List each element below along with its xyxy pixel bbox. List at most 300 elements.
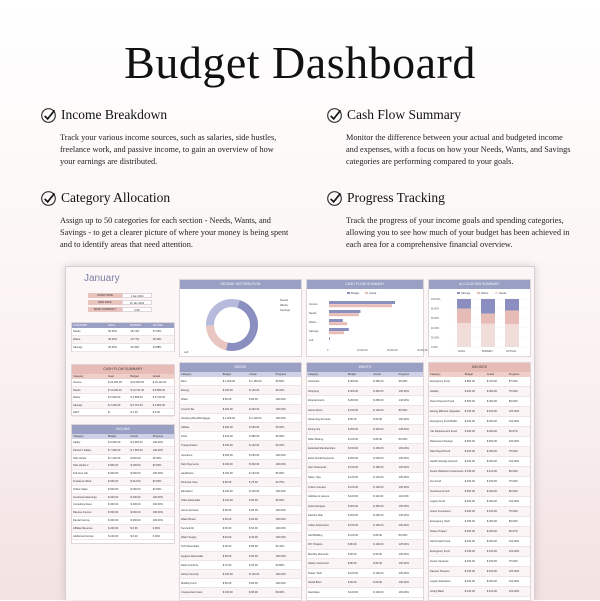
table-cell: Home Services [181, 508, 199, 512]
feature-category-allocation [40, 187, 289, 252]
table-row[interactable] [429, 537, 530, 547]
table-cell: $ 280.00 [373, 399, 384, 403]
table-row[interactable] [72, 517, 174, 525]
table-cell: Rent [181, 380, 187, 383]
bar-budget [329, 319, 343, 322]
wants-table [306, 362, 424, 601]
column-header: Budget [464, 373, 473, 376]
table-row[interactable] [72, 533, 174, 541]
column-header: Goal [108, 375, 114, 378]
table-cell: $ 800.00 [108, 464, 119, 468]
table-cell: Needs [73, 388, 81, 392]
dashboard-preview [65, 266, 535, 600]
table-row[interactable] [72, 439, 174, 447]
table-cell: Hygiene Essentials [181, 554, 204, 558]
table-row[interactable] [307, 559, 423, 569]
table-cell: $ 150.00 [464, 410, 475, 413]
tick-label: 10,000.00 [357, 349, 368, 352]
table-cell: Home Decor [308, 408, 323, 412]
table-cell: $ 200.00 [222, 425, 233, 429]
table-cell: 100.00% [398, 562, 409, 566]
table-cell: $ 200.00 [486, 420, 497, 423]
table-row[interactable] [307, 377, 423, 387]
table-cell: 80.00% [398, 408, 408, 412]
table-cell: 50.00% [108, 330, 117, 333]
table-row[interactable] [180, 524, 301, 533]
table-cell: Monthly Moments [308, 552, 329, 556]
table-cell: Debt Payoff Fund [430, 450, 451, 453]
table-row[interactable] [307, 578, 423, 588]
stacked-bar-chart [429, 289, 532, 358]
table-row[interactable] [307, 396, 423, 406]
table-row[interactable] [429, 527, 530, 537]
table-cell: 100.00% [152, 511, 163, 515]
table-cell: $ 50.00 [347, 418, 357, 422]
table-row[interactable] [72, 509, 174, 517]
table-cell: Needs [73, 330, 81, 333]
table-row[interactable] [307, 473, 423, 483]
feature-description: Monitor the difference between your actual and budgeted income and expenses, with a focus on how your Needs, Wants, and Savings categories are performing compared to your goals. [346, 133, 571, 167]
table-cell: $ - [108, 411, 112, 414]
table-cell: 128.00% [398, 427, 409, 431]
checkmark-icon [40, 107, 57, 124]
table-cell: 94.44% [275, 545, 285, 549]
donut-slice [210, 325, 227, 346]
table-cell: $ 80.00 [222, 398, 232, 402]
table-row[interactable] [180, 588, 301, 597]
table-cell: Streaming Services [308, 418, 331, 422]
table-cell: Social Buzz [308, 581, 322, 585]
table-row[interactable] [72, 470, 174, 478]
table-cell: Water Bower [181, 517, 196, 521]
table-cell: 20.77% [130, 338, 140, 341]
table-cell: $ 80.00 [347, 543, 357, 547]
table-row[interactable] [307, 463, 423, 473]
table-cell: 30.49% [130, 346, 140, 349]
table-row[interactable] [307, 531, 423, 541]
table-row[interactable] [429, 497, 530, 507]
table-cell: 100.00% [508, 550, 520, 553]
table-row[interactable] [180, 405, 301, 414]
table-row[interactable] [429, 417, 530, 427]
table-row[interactable] [429, 557, 530, 567]
table-cell: 100.00% [508, 500, 520, 503]
feature-title: Category Allocation [61, 190, 171, 205]
table-cell: 120.00% [398, 466, 409, 470]
tick-label: GOAL [458, 350, 466, 353]
table-cell: Family Security [181, 572, 199, 576]
panel-title: CASH FLOW SUMMARY [72, 365, 174, 374]
tick-label: ACTUAL [506, 350, 517, 353]
table-cell: Affiliate Revenue [73, 526, 93, 530]
bar-chart [307, 289, 428, 358]
table-cell: Green Investment [430, 510, 451, 513]
bar-actual [329, 313, 359, 316]
table-cell: 80.00% [275, 471, 285, 475]
table-cell: $ 120.00 [373, 408, 384, 412]
table-row[interactable] [429, 487, 530, 497]
table-row[interactable] [307, 521, 423, 531]
table-cell: $ 300.00 [486, 500, 497, 503]
table-cell: Emergency Fund Buffer [430, 420, 458, 423]
table-row[interactable] [429, 507, 530, 517]
table-cell: Freelance Work [73, 479, 92, 483]
table-cell: $ 200.00 [486, 540, 497, 543]
table-cell: $ 800.00 [464, 380, 475, 383]
table-cell: Survival Kit [181, 527, 194, 530]
table-cell: $ 300.00 [464, 430, 475, 433]
table-cell: $ 150.00 [347, 408, 359, 412]
table-cell: $ 20,112.00 [152, 381, 167, 384]
table-row[interactable] [72, 455, 174, 463]
table-cell: $ 300.00 [108, 518, 119, 522]
column-header: CATEGORY [73, 324, 88, 327]
table-row[interactable] [307, 588, 423, 598]
table-cell: $ 400.00 [130, 464, 141, 468]
checkmark-icon [326, 190, 343, 207]
column-header: Budget [130, 375, 139, 378]
table-cell: Spa Treatments [308, 466, 327, 470]
table-cell: LEFT [73, 411, 80, 414]
table-cell: $ 150.00 [222, 389, 233, 393]
table-cell: Urban Adventures [308, 523, 329, 527]
table-cell: Hobby Investment [308, 562, 329, 566]
table-row[interactable] [429, 467, 530, 477]
table-cell: 100.00% [152, 441, 163, 444]
table-cell: 100.00% [152, 518, 163, 522]
donut-label: Wants [280, 303, 288, 307]
table-cell: 100.00% [275, 453, 286, 457]
table-row[interactable] [72, 402, 174, 410]
table-cell: Water Supply [181, 536, 197, 540]
table-cell: $ 200.00 [249, 407, 260, 411]
table-row[interactable] [72, 344, 174, 352]
feature-title: Cash Flow Summary [347, 107, 462, 122]
table-cell: $ 90.00 [249, 499, 258, 503]
table-cell: Shopping [308, 389, 319, 393]
table-row[interactable] [307, 569, 423, 579]
table-cell: Council Tax [181, 407, 195, 411]
table-row[interactable] [72, 409, 174, 417]
table-cell: Emergency Fund [430, 550, 450, 553]
table-cell: $ 100.00 [347, 437, 359, 441]
bar-budget [329, 328, 349, 331]
table-cell: Water [181, 398, 188, 402]
table-cell: $ 300.00 [130, 518, 141, 522]
table-row[interactable] [429, 447, 530, 457]
table-row[interactable] [72, 336, 174, 344]
table-row[interactable] [72, 486, 174, 494]
table-cell: 75.00% [508, 450, 518, 453]
table-row[interactable] [307, 454, 423, 464]
table-cell: Emergency Vault [430, 520, 450, 523]
table-row[interactable] [180, 460, 301, 469]
table-row[interactable] [72, 478, 174, 486]
table-cell: Future Wellness Investments [430, 470, 464, 473]
table-cell: $ 9,000.00 [130, 441, 143, 444]
tick-label: 20.00% [431, 336, 440, 340]
table-cell: Wants [73, 396, 81, 399]
feature-income-breakdown [40, 104, 280, 169]
checkmark-icon [40, 190, 57, 207]
legend-label: Budget [351, 292, 360, 295]
table-cell: $ 600.00 [108, 511, 119, 515]
tick-label: Left [309, 339, 314, 342]
table-row[interactable] [429, 427, 530, 437]
table-row[interactable] [180, 542, 301, 551]
table-row[interactable] [429, 547, 530, 557]
table-row[interactable] [180, 533, 301, 542]
column-header: Progress [508, 373, 520, 376]
table-cell: 100.00% [508, 460, 520, 463]
table-cell: 66.67% [508, 530, 518, 533]
table-row[interactable] [72, 447, 174, 455]
table-cell: $ 380.00 [249, 435, 260, 439]
table-cell: $ 1,200.00 [249, 416, 262, 420]
table-row[interactable] [307, 483, 423, 493]
table-row[interactable] [180, 570, 301, 579]
table-cell: 100.00% [275, 462, 286, 466]
table-cell: $ 600.00 [486, 440, 497, 443]
table-cell: Other Essentials [181, 499, 201, 503]
table-cell: 100.00% [275, 416, 286, 420]
table-row[interactable] [307, 444, 423, 454]
table-cell: $ 200.00 [464, 420, 475, 423]
table-row[interactable] [180, 478, 301, 487]
table-cell: $ 260.00 [373, 514, 384, 518]
table-row[interactable] [72, 501, 174, 509]
table-cell: 80.00% [508, 490, 518, 493]
table-cell: Wants [73, 338, 81, 341]
table-row[interactable] [72, 525, 174, 533]
table-cell: 100.00% [508, 420, 520, 423]
table-cell: $ 500.00 [108, 487, 119, 491]
table-row[interactable] [307, 540, 423, 550]
table-cell: $ 400.00 [347, 380, 359, 383]
table-row[interactable] [72, 494, 174, 502]
panel-title: SAVINGS [429, 363, 530, 372]
table-cell: Transportation [181, 444, 198, 448]
table-cell: $ 65.00 [249, 563, 258, 567]
table-row[interactable] [429, 457, 530, 467]
table-cell: $ 50.00 [249, 527, 258, 530]
bar-savings [457, 299, 471, 309]
table-row[interactable] [307, 502, 423, 512]
table-row[interactable] [429, 577, 530, 587]
income-table [71, 424, 175, 544]
column-header: Actual [152, 375, 160, 378]
table-cell: $ 320.00 [373, 427, 384, 431]
table-cell: 80.00% [508, 470, 518, 473]
table-cell: Salon, Spa [308, 475, 321, 479]
column-header: ACTUAL [152, 324, 163, 327]
table-row[interactable] [180, 579, 301, 588]
table-row[interactable] [180, 451, 301, 460]
table-cell: $ 300.00 [464, 500, 475, 503]
table-cell: $ 50.00 [222, 527, 232, 530]
table-cell: $ 60.00 [222, 554, 232, 558]
table-cell: 125.00% [398, 543, 409, 547]
table-row[interactable] [180, 561, 301, 570]
table-cell: $ 150.00 [373, 523, 384, 527]
table-row[interactable] [180, 496, 301, 505]
table-cell: 110.00% [398, 495, 409, 499]
table-cell: $ 1,200.00 [222, 380, 235, 383]
table-row[interactable] [180, 506, 301, 515]
base-currency-field: BASE CURRENCY USD [88, 307, 152, 312]
table-row[interactable] [180, 487, 301, 496]
table-row[interactable] [429, 407, 530, 417]
table-cell: Salary [73, 441, 81, 444]
end-date-field: END DATE 31 Jan 2024 [88, 300, 152, 305]
table-row[interactable] [429, 517, 530, 527]
table-cell: Savings [73, 403, 83, 407]
table-cell: 100.00% [275, 490, 286, 494]
needs-table [179, 362, 302, 601]
table-row[interactable] [429, 477, 530, 487]
table-cell: $ 80.00 [249, 508, 258, 512]
table-cell: $ 400.00 [130, 503, 141, 507]
table-cell: $ 400.00 [130, 495, 141, 499]
tick-label: 20,000.00 [387, 349, 398, 352]
table-cell: 150.00% [398, 389, 409, 393]
tick-label: Savings [309, 330, 319, 333]
table-cell: 75.00% [508, 390, 518, 393]
legend-swatch [457, 292, 460, 294]
table-cell: Giving Back [430, 590, 444, 593]
table-cell: Extra Credit Payments [308, 456, 334, 460]
table-cell: $ 80.00 [373, 562, 382, 566]
table-row[interactable] [180, 423, 301, 432]
table-cell: 0.00% [152, 526, 161, 530]
table-cell: $ 10,721.00 [130, 388, 145, 392]
table-cell: Self Growth Fund [430, 540, 451, 543]
panel-title: INCOME DISTRIBUTION [180, 280, 301, 289]
table-cell: $ 200.00 [464, 580, 475, 583]
table-cell: Savings [73, 346, 83, 349]
table-cell: $ 100.00 [373, 571, 384, 575]
table-row[interactable] [307, 425, 423, 435]
table-row[interactable] [180, 432, 301, 441]
table-cell: $ 150.00 [347, 466, 359, 470]
table-cell: $ 120.00 [486, 470, 497, 473]
table-cell: $ 200.00 [486, 530, 497, 533]
column-header: Category [430, 373, 441, 376]
table-cell: Daily Comforts [181, 563, 199, 567]
table-cell: $ 80.00 [249, 398, 258, 402]
table-cell: $ 450.00 [373, 504, 384, 508]
table-row[interactable] [429, 377, 530, 387]
table-cell: Future Ventures [430, 560, 449, 563]
table-row[interactable] [429, 437, 530, 447]
table-row[interactable] [72, 462, 174, 470]
table-cell: $ 300.00 [486, 450, 497, 453]
table-row[interactable] [72, 328, 174, 336]
table-cell: Down Payment Fund [430, 400, 455, 403]
bar-savings [481, 299, 495, 314]
donut-label: Left [184, 351, 189, 354]
table-cell: $ 150.00 [486, 550, 497, 553]
table-cell: $ 700.00 [486, 380, 497, 383]
table-row[interactable] [72, 387, 174, 395]
table-cell: Additional Income [73, 534, 94, 538]
table-cell: $ 200.00 [464, 480, 475, 483]
table-cell: $ 60.00 [347, 581, 357, 585]
table-row[interactable] [307, 492, 423, 502]
table-cell: $ 120.00 [249, 471, 260, 475]
table-row[interactable] [72, 379, 174, 387]
allocation-summary-chart [428, 279, 531, 357]
table-cell: $ 100.00 [347, 485, 359, 489]
column-header: Actual [249, 373, 257, 376]
legend-swatch [365, 292, 368, 294]
table-row[interactable] [72, 394, 174, 402]
column-header: Category [73, 435, 84, 438]
table-cell: Emergency Fund [430, 380, 450, 383]
table-row[interactable] [180, 377, 301, 386]
table-cell: $ 300.00 [464, 530, 475, 533]
table-cell: $ 22,000.00 [108, 381, 122, 384]
table-cell: Passive Income [73, 511, 92, 515]
table-row[interactable] [180, 441, 301, 450]
table-row[interactable] [180, 552, 301, 561]
table-cell: 100.00% [398, 475, 409, 479]
tick-label: 100.00% [431, 298, 441, 301]
table-row[interactable] [307, 415, 423, 425]
table-row[interactable] [180, 515, 301, 524]
legend-swatch [347, 292, 350, 294]
table-row[interactable] [180, 469, 301, 478]
panel-title: INCOME [72, 425, 174, 434]
table-cell: $ 500.00 [464, 400, 475, 403]
table-cell: Quick Escapes [308, 504, 326, 508]
table-cell: $ 150.00 [464, 550, 475, 553]
donut-slice [210, 303, 239, 325]
table-cell: 100.00% [398, 571, 409, 575]
table-cell: $ 300.00 [347, 504, 359, 508]
table-cell: $ 200.00 [347, 399, 359, 403]
table-row[interactable] [180, 386, 301, 395]
tick-label: Income [309, 303, 318, 306]
bar-savings [505, 299, 519, 310]
table-cell: $ 85.00 [249, 545, 258, 549]
table-cell: $ 150.00 [486, 560, 497, 563]
table-row[interactable] [429, 397, 530, 407]
table-cell: Ride-Sharing [308, 437, 324, 441]
table-row[interactable] [180, 395, 301, 404]
tick-label: 40.00% [431, 326, 440, 330]
table-cell: $ 1,200.00 [108, 456, 121, 460]
cash-flow-summary-table [71, 364, 175, 416]
table-row[interactable] [307, 550, 423, 560]
table-cell: 100.00% [275, 508, 286, 512]
table-row[interactable] [307, 511, 423, 521]
tick-label: 0 [327, 349, 329, 352]
table-row[interactable] [307, 435, 423, 445]
table-cell: $ 400.00 [222, 435, 233, 439]
table-row[interactable] [429, 567, 530, 577]
table-row[interactable] [429, 587, 530, 597]
table-cell: 75.00% [508, 560, 518, 563]
table-row[interactable] [307, 387, 423, 397]
table-cell: Hobbies & Leisure [308, 495, 330, 499]
table-row[interactable] [180, 414, 301, 423]
table-cell: $ 200.00 [464, 560, 475, 563]
income-distribution-chart [179, 279, 302, 357]
table-cell: Education [181, 490, 193, 494]
table-row[interactable] [307, 406, 423, 416]
table-row[interactable] [429, 387, 530, 397]
